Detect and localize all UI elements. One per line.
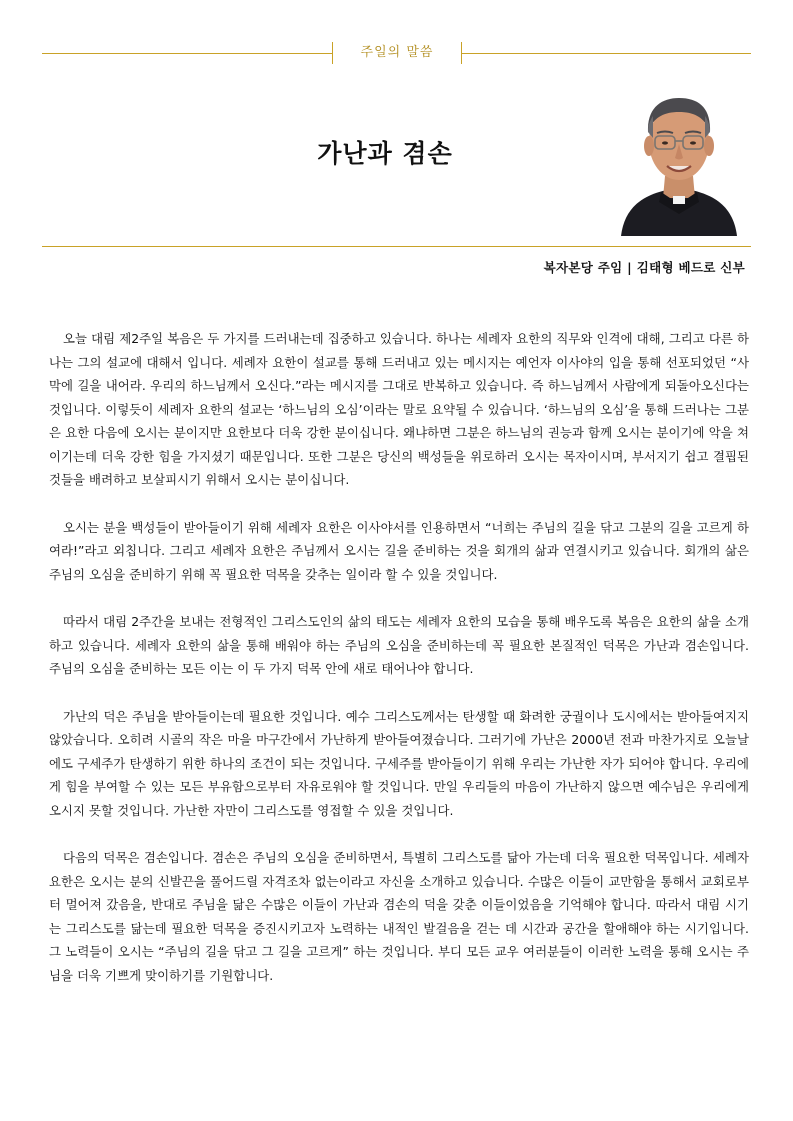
paragraph-1: 오늘 대림 제2주일 복음은 두 가지를 드러내는데 집중하고 있습니다. 하나는 세례자 요한의 직무와 인격에 대해, 그리고 다른 하나는 그의 설교에 대해서 입니다. 세례자 요한이 설교를 통해 드러내고 있는 메시지는 예언자 이사야의 입을 통해 선포되었던 “사막에 길을 내어라. 우리의 하느님께서 오신다.”라는 메시지를 그대로 반복하고 있습니다. 즉 하느님께서 사람에게 되돌아오신다는 것입니다. 이렇듯이 세례자 요한의 설교는 ‘하느님의 오심’이라는 말로 요약될 수 있습니다. ‘하느님의 오심’을 통해 드러나는 그분은 요한 다음에 오시는 분이지만 요한보다 더욱 강한 분이십니다. 왜냐하면 그분은 하느님의 권능과 함께 오시는 분이기에 악을 쳐 이기는데 더욱 강한 힘을 가지셨기 때문입니다. 또한 그분은 당신의 백성들을 위로하러 오시는 목자이시며, 부서지기 쉽고 결핍된 것들을 배려하고 보살피시기 위해서 오시는 분이십니다. [49, 331, 749, 487]
paragraph-2: 오시는 분을 백성들이 받아들이기 위해 세례자 요한은 이사야서를 인용하면서 “너희는 주님의 길을 닦고 그분의 길을 고르게 하여라!”라고 외칩니다. 그리고 세례자 요한은 주님께서 오시는 길을 준비하는 것을 회개의 삶과 연결시키고 있습니다. 회개의 삶은 주님의 오심을 준비하기 위해 꼭 필요한 덕목을 갖추는 일이라 할 수 있을 것입니다. [49, 519, 749, 582]
page-title: 가난과 겸손 [317, 139, 453, 168]
section-label: 주일의 말씀 [360, 45, 434, 60]
article-body [49, 327, 749, 1011]
paragraph-4: 가난의 덕은 주님을 받아들이는데 필요한 것입니다. 예수 그리스도께서는 탄생할 때 화려한 궁궐이나 도시에서는 받아들여지지 않았습니다. 오히려 시골의 작은 마을 마구간에서 가난하게 받아들여졌습니다. 그러기에 가난은 2000년 전과 마찬가지로 오늘날에도 구세주가 탄생하기 위한 하나의 조건이 되는 것입니다. 구세주를 받아들이기 위해 우리는 가난한 자가 되어야 합니다. 우리에게 힘을 부여할 수 있는 모든 부유함으로부터 자유로워야 할 것입니다. 만일 우리들의 마음이 가난하지 않으면 예수님은 우리에게 오시지 못할 것입니다. 가난한 자만이 그리스도를 영접할 수 있을 것입니다. [49, 708, 749, 818]
header-rule-left [42, 53, 332, 54]
priest-portrait-icon [617, 86, 741, 236]
divider-rule [42, 246, 751, 247]
header-rule-right [461, 53, 751, 54]
paragraph-3: 따라서 대림 2주간을 보내는 전형적인 그리스도인의 삶의 태도는 세례자 요한의 모습을 통해 배우도록 복음은 요한의 삶을 소개하고 있습니다. 세례자 요한의 삶을 통해 배워야 하는 주님의 오심을 준비하는데 꼭 필요한 본질적인 덕목은 가난과 겸손입니다. 주님의 오심을 준비하는 모든 이는 이 두 가지 덕목 안에 새로 태어나야 합니다. [49, 614, 749, 676]
author-byline: 복자본당 주임 | 김태형 베드로 신부 [543, 260, 745, 275]
paragraph-5: 다음의 덕목은 겸손입니다. 겸손은 주님의 오심을 준비하면서, 특별히 그리스도를 닮아 가는데 더욱 필요한 덕목입니다. 세례자 요한은 오시는 분의 신발끈을 풀어드릴 자격조차 없는이라고 자신을 소개하고 있습니다. 수많은 이들이 교만함을 통해서 교회로부터 멀어져 갔음을, 반대로 주님을 닮은 수많은 이들이 가난과 겸손의 덕을 갖춘 이들이었음을 기억해야 합니다. 따라서 대림 시기는 그리스도를 닮는데 필요한 덕목을 증진시키고자 노력하는 내적인 발걸음을 걷는 데 시간과 공간을 할애해야 하는 시기입니다. 그 노력들이 오시는 “주님의 길을 닦고 그 길을 고르게” 하는 것입니다. 부디 모든 교우 여러분들이 이러한 노력을 통해 오시는 주님을 더욱 기쁘게 맞이하기를 기원합니다. [49, 850, 749, 983]
